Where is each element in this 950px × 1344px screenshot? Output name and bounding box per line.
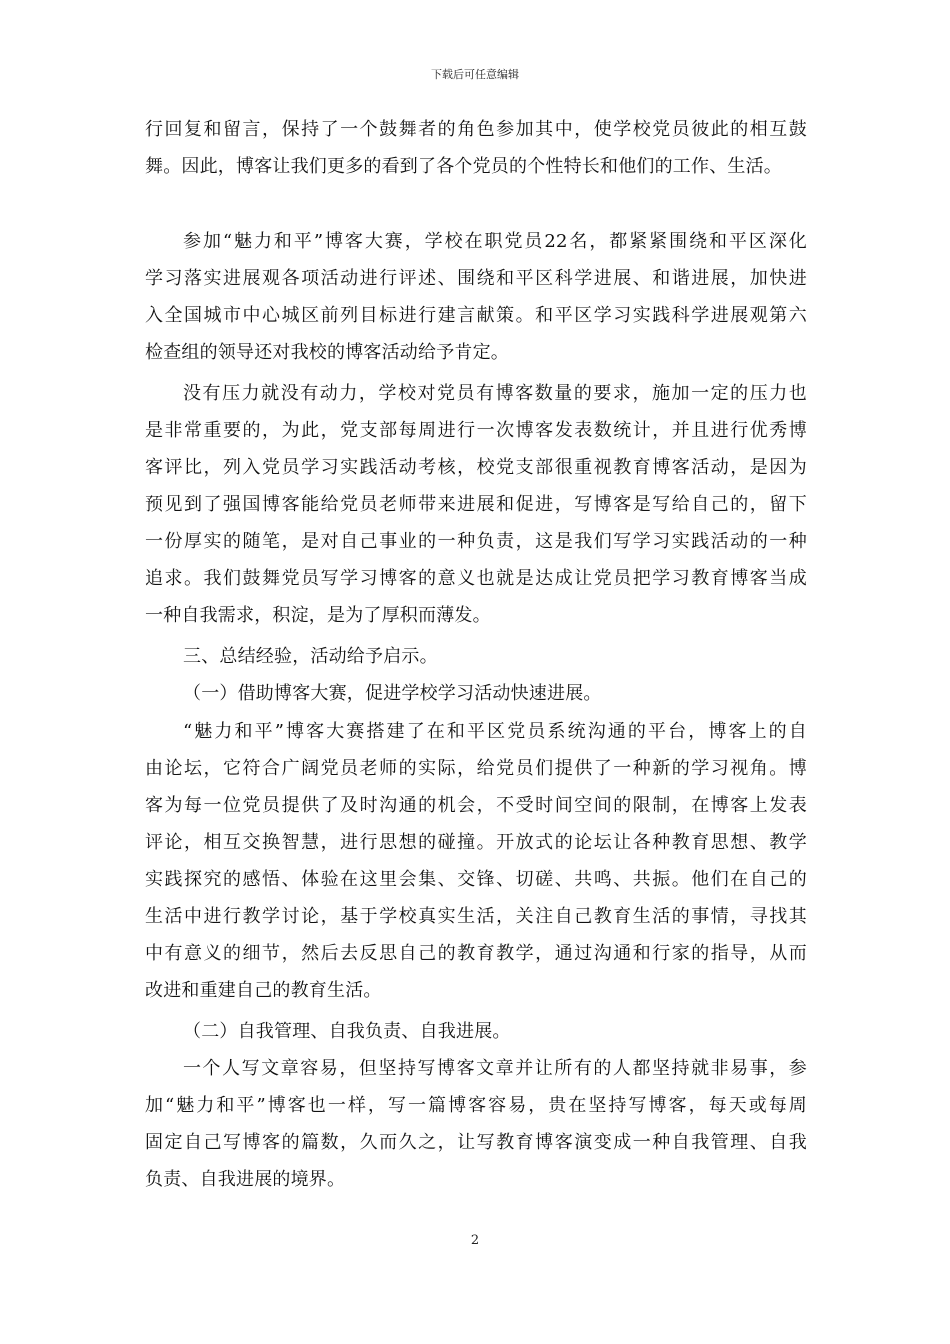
- text-line: 改进和重建自己的教育生活。: [145, 980, 382, 1001]
- text-line: 参加“魅力和平”博客大赛，学校在职党员22名，都紧紧围绕和平区深化: [183, 231, 807, 252]
- text-line: 中有意义的细节，然后去反思自己的教育教学，通过沟通和行家的指导，从而: [145, 943, 807, 964]
- text-line: 行回复和留言，保持了一个鼓舞者的角色参加其中，使学校党员彼此的相互鼓: [145, 119, 807, 140]
- text-line: “魅力和平”博客大赛搭建了在和平区党员系统沟通的平台，博客上的自: [183, 721, 807, 742]
- text-line: 追求。我们鼓舞党员写学习博客的意义也就是达成让党员把学习教育博客当成: [145, 568, 807, 589]
- text-line: 检查组的领导还对我校的博客活动给予肯定。: [145, 342, 509, 363]
- text-line: 评论，相互交换智慧，进行思想的碰撞。开放式的论坛让各种教育思想、教学: [145, 832, 807, 853]
- text-line: 实践探究的感悟、体验在这里会集、交锋、切磋、共鸣、共振。他们在自己的: [145, 869, 807, 890]
- text-line: 固定自己写博客的篇数，久而久之，让写教育博客演变成一种自我管理、自我: [145, 1132, 807, 1153]
- text-line: 没有压力就没有动力，学校对党员有博客数量的要求，施加一定的压力也: [183, 383, 807, 404]
- text-line: 客评比，列入党员学习实践活动考核，校党支部很重视教育博客活动，是因为: [145, 457, 807, 478]
- text-line: （二）自我管理、自我负责、自我进展。: [183, 1021, 511, 1042]
- text-line: 生活中进行教学讨论，基于学校真实生活，关注自己教育生活的事情，寻找其: [145, 906, 807, 927]
- text-line: 一个人写文章容易，但坚持写博客文章并让所有的人都坚持就非易事，参: [183, 1058, 807, 1079]
- text-line: 是非常重要的，为此，党支部每周进行一次博客发表数统计，并且进行优秀博: [145, 420, 807, 441]
- text-line: 加“魅力和平”博客也一样，写一篇博客容易，贵在坚持写博客，每天或每周: [145, 1095, 807, 1116]
- text-line: 预见到了强国博客能给党员老师带来进展和促进，写博客是写给自己的，留下: [145, 494, 807, 515]
- page-header: 下载后可任意编辑: [431, 68, 519, 81]
- text-line: 负责、自我进展的境界。: [145, 1169, 346, 1190]
- text-line: 客为每一位党员提供了及时沟通的机会，不受时间空间的限制，在博客上发表: [145, 795, 807, 816]
- text-line: 舞。因此，博客让我们更多的看到了各个党员的个性特长和他们的工作、生活。: [145, 156, 782, 177]
- text-line: 一份厚实的随笔，是对自己事业的一种负责，这是我们写学习实践活动的一种: [145, 531, 807, 552]
- text-line: （一）借助博客大赛，促进学校学习活动快速进展。: [183, 683, 602, 704]
- text-line: 学习落实进展观各项活动进行评述、围绕和平区科学进展、和谐进展，加快进: [145, 268, 807, 289]
- text-line: 由论坛，它符合广阔党员老师的实际，给党员们提供了一种新的学习视角。博: [145, 758, 807, 779]
- text-line: 入全国城市中心城区前列目标进行建言献策。和平区学习实践科学进展观第六: [145, 305, 807, 326]
- text-line: 三、总结经验，活动给予启示。: [183, 646, 438, 667]
- page-number: 2: [470, 1233, 480, 1248]
- text-line: 一种自我需求，积淀，是为了厚积而薄发。: [145, 605, 491, 626]
